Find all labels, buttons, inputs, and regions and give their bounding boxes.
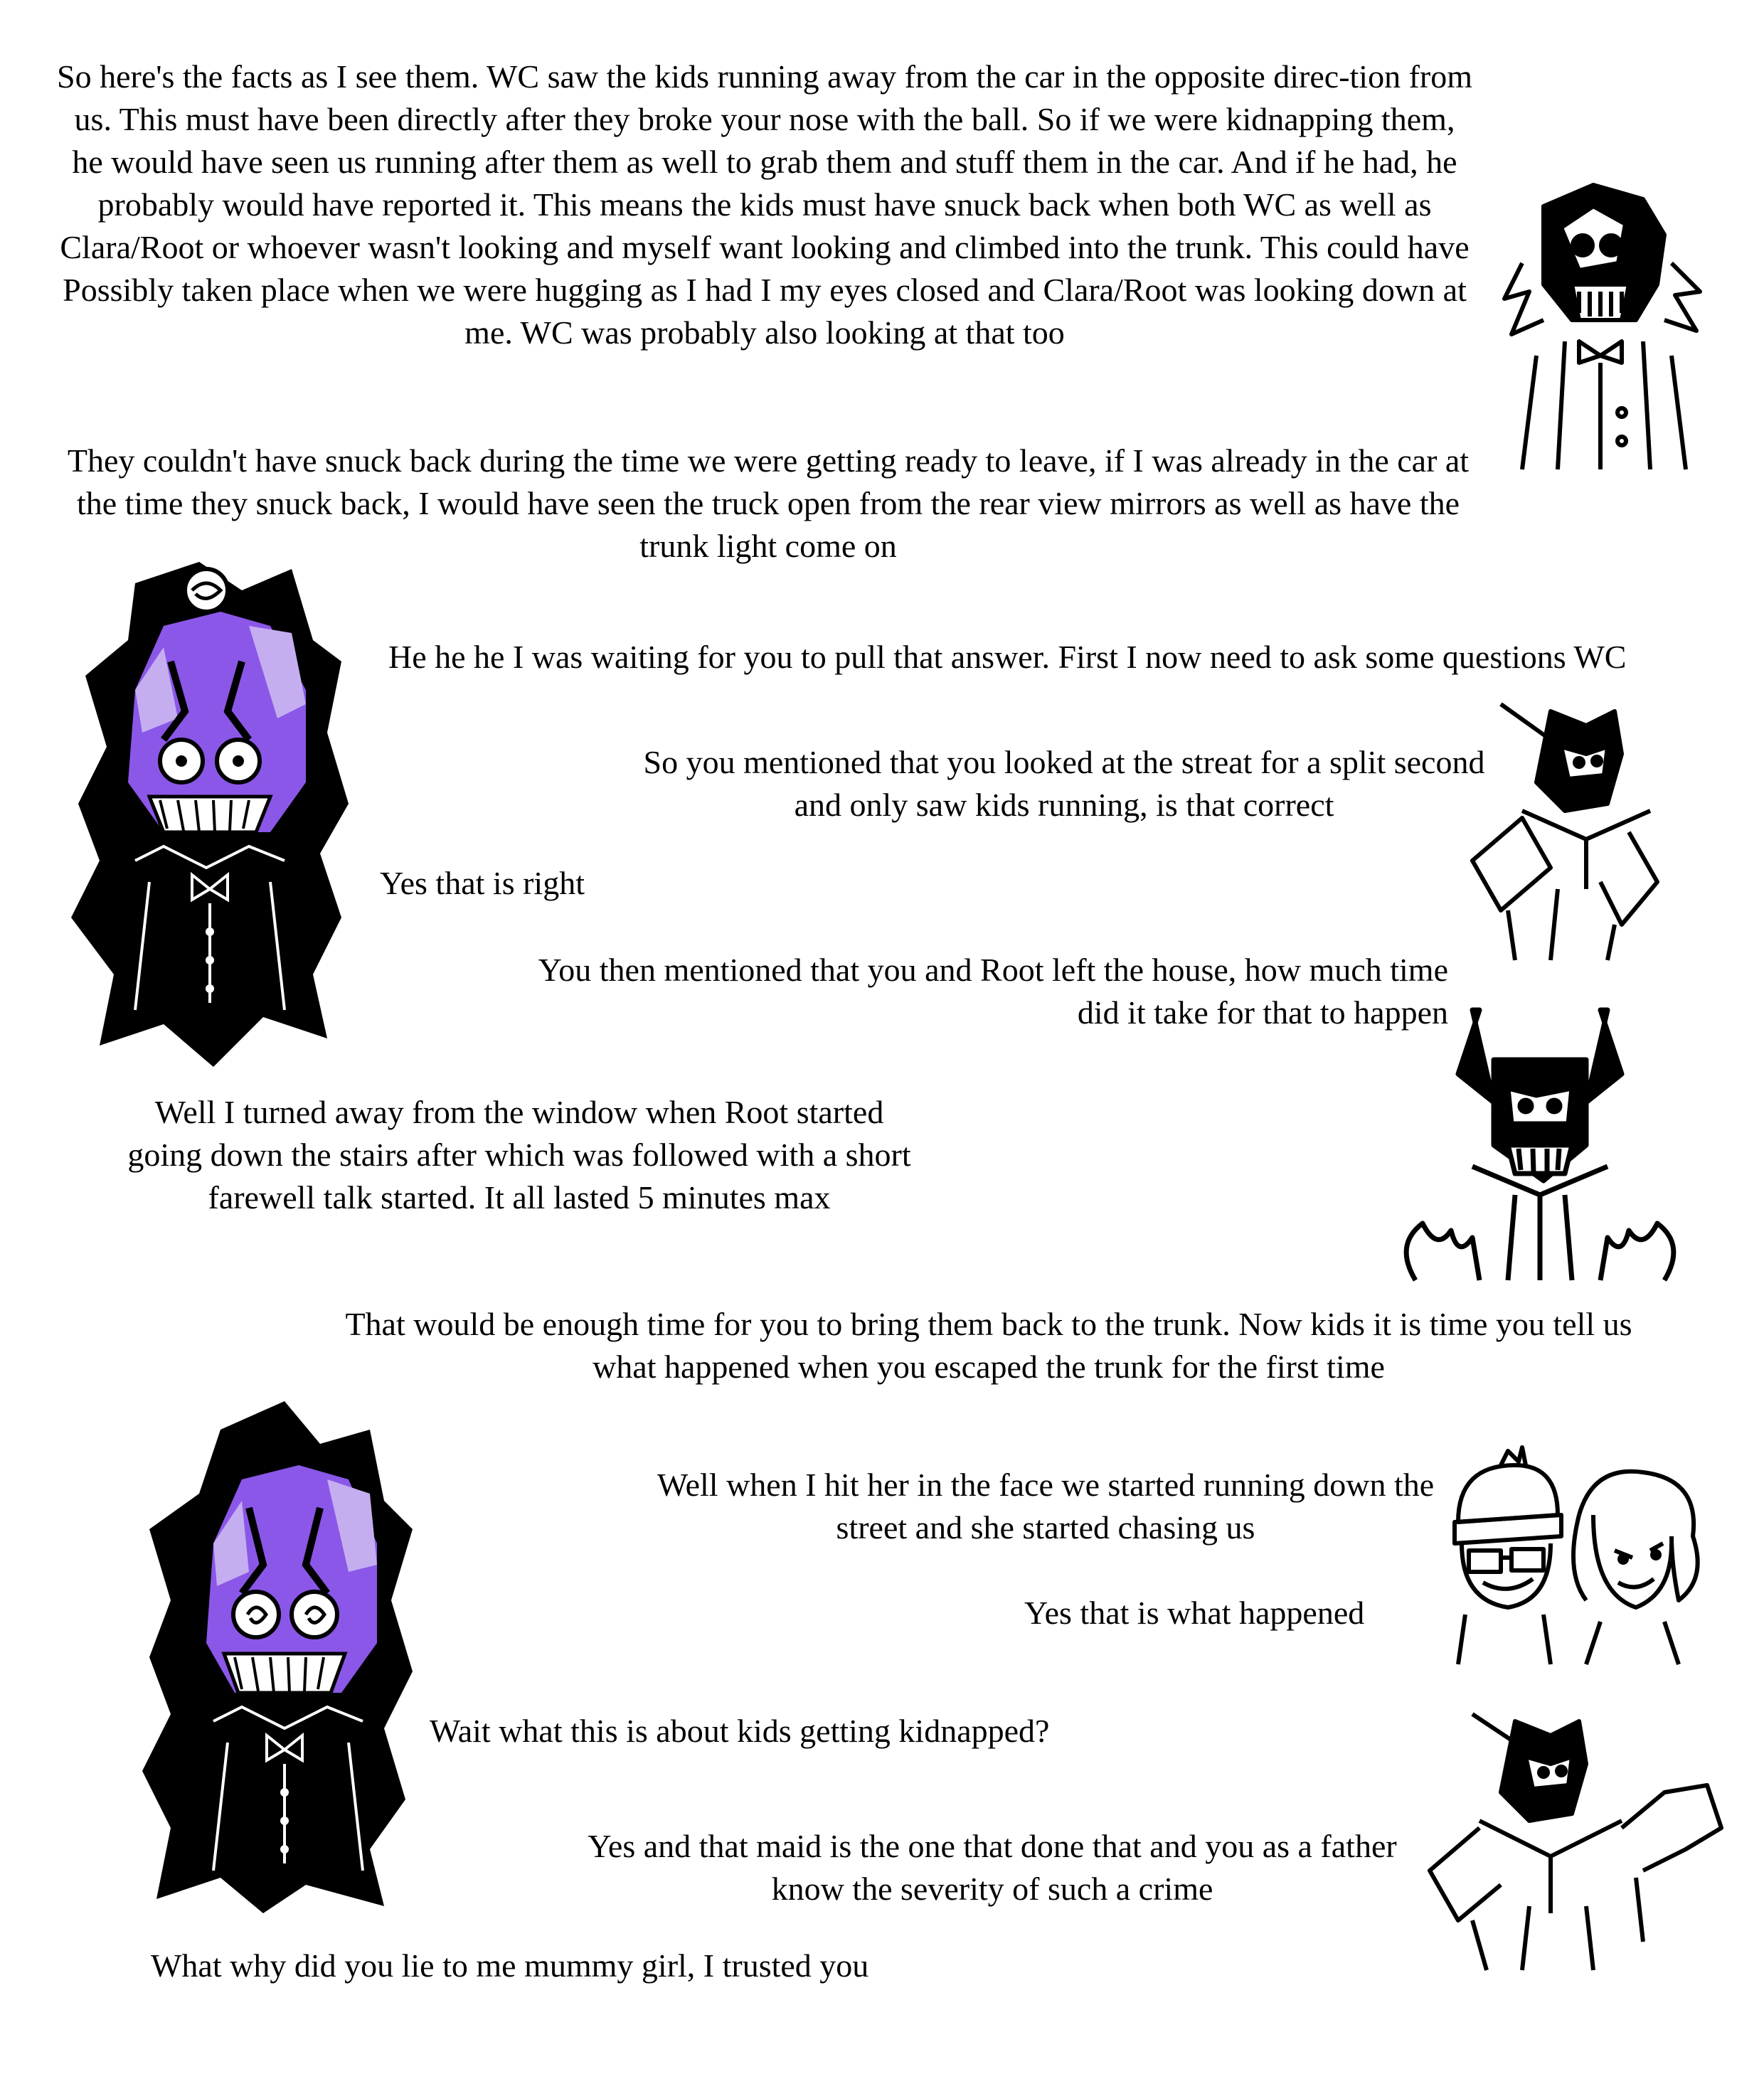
dialogue-wait-what: Wait what this is about kids getting kidnapped? — [430, 1713, 1050, 1749]
dialogue-trusted-you: What why did you lie to me mummy girl, I trusted you — [151, 1947, 869, 1984]
dialogue-window-answer: Well I turned away from the window when Root started going down the stairs after which was followed with a short farewell talk started. It all lasted 5 minutes max — [127, 1094, 911, 1216]
dialogue-waiting-answer: He he he I was waiting for you to pull that answer. First I now need to ask some questions WC — [388, 639, 1627, 675]
dialogue-snuck-back: They couldn't have snuck back during the time we were getting ready to leave, if I was already in the car at the time they snuck back, I would have seen the truck open from the rear view mirrors as well as have the trunk light come on — [67, 442, 1470, 564]
wc-character-portrait-3 — [1408, 1707, 1736, 1977]
kids-portrait — [1437, 1437, 1721, 1671]
masked-character-portrait — [1494, 178, 1714, 477]
purple-grinning-character-1 — [57, 548, 363, 1074]
dialogue-yes-happened: Yes that is what happened — [1024, 1595, 1365, 1631]
dialogue-intro-facts: So here's the facts as I see them. WC saw the kids running away from the car in the opposite direc-tion from us. This must have been directly after they broke your nose with the ball. So if we were kidnapping them, he would have seen us running after them as well to grab them and stuff them in the car. And if he had, he probably would have reported it. This means the kids must have snuck back when both WC as well as Clara/Root or whoever wasn't looking and myself want looking and climbed into the trunk. This could have Possibly taken place when we were hugging as I had I my eyes closed and Clara/Root was looking down at me. WC was probably also looking at that too — [57, 58, 1472, 351]
dialogue-yes-right: Yes that is right — [380, 865, 585, 901]
dialogue-kids-answer: Well when I hit her in the face we started running down the street and she started chasing us — [657, 1467, 1435, 1546]
wc-character-portrait-1 — [1444, 697, 1686, 967]
dialogue-enough-time: That would be enough time for you to bring them back to the trunk. Now kids it is time you tell us what happened when you escaped the trunk for the first time — [345, 1306, 1632, 1385]
purple-grinning-character-2 — [128, 1387, 434, 1920]
dialogue-time-question: You then mentioned that you and Root left the house, how much time did it take for that to happen — [538, 952, 1448, 1031]
dialogue-streat-question: So you mentioned that you looked at the streat for a split second and only saw kids running, is that correct — [643, 744, 1485, 823]
wc-character-portrait-2 — [1373, 982, 1707, 1287]
dialogue-maid-crime: Yes and that maid is the one that done that and you as a father know the severity of such a crime — [588, 1828, 1397, 1907]
